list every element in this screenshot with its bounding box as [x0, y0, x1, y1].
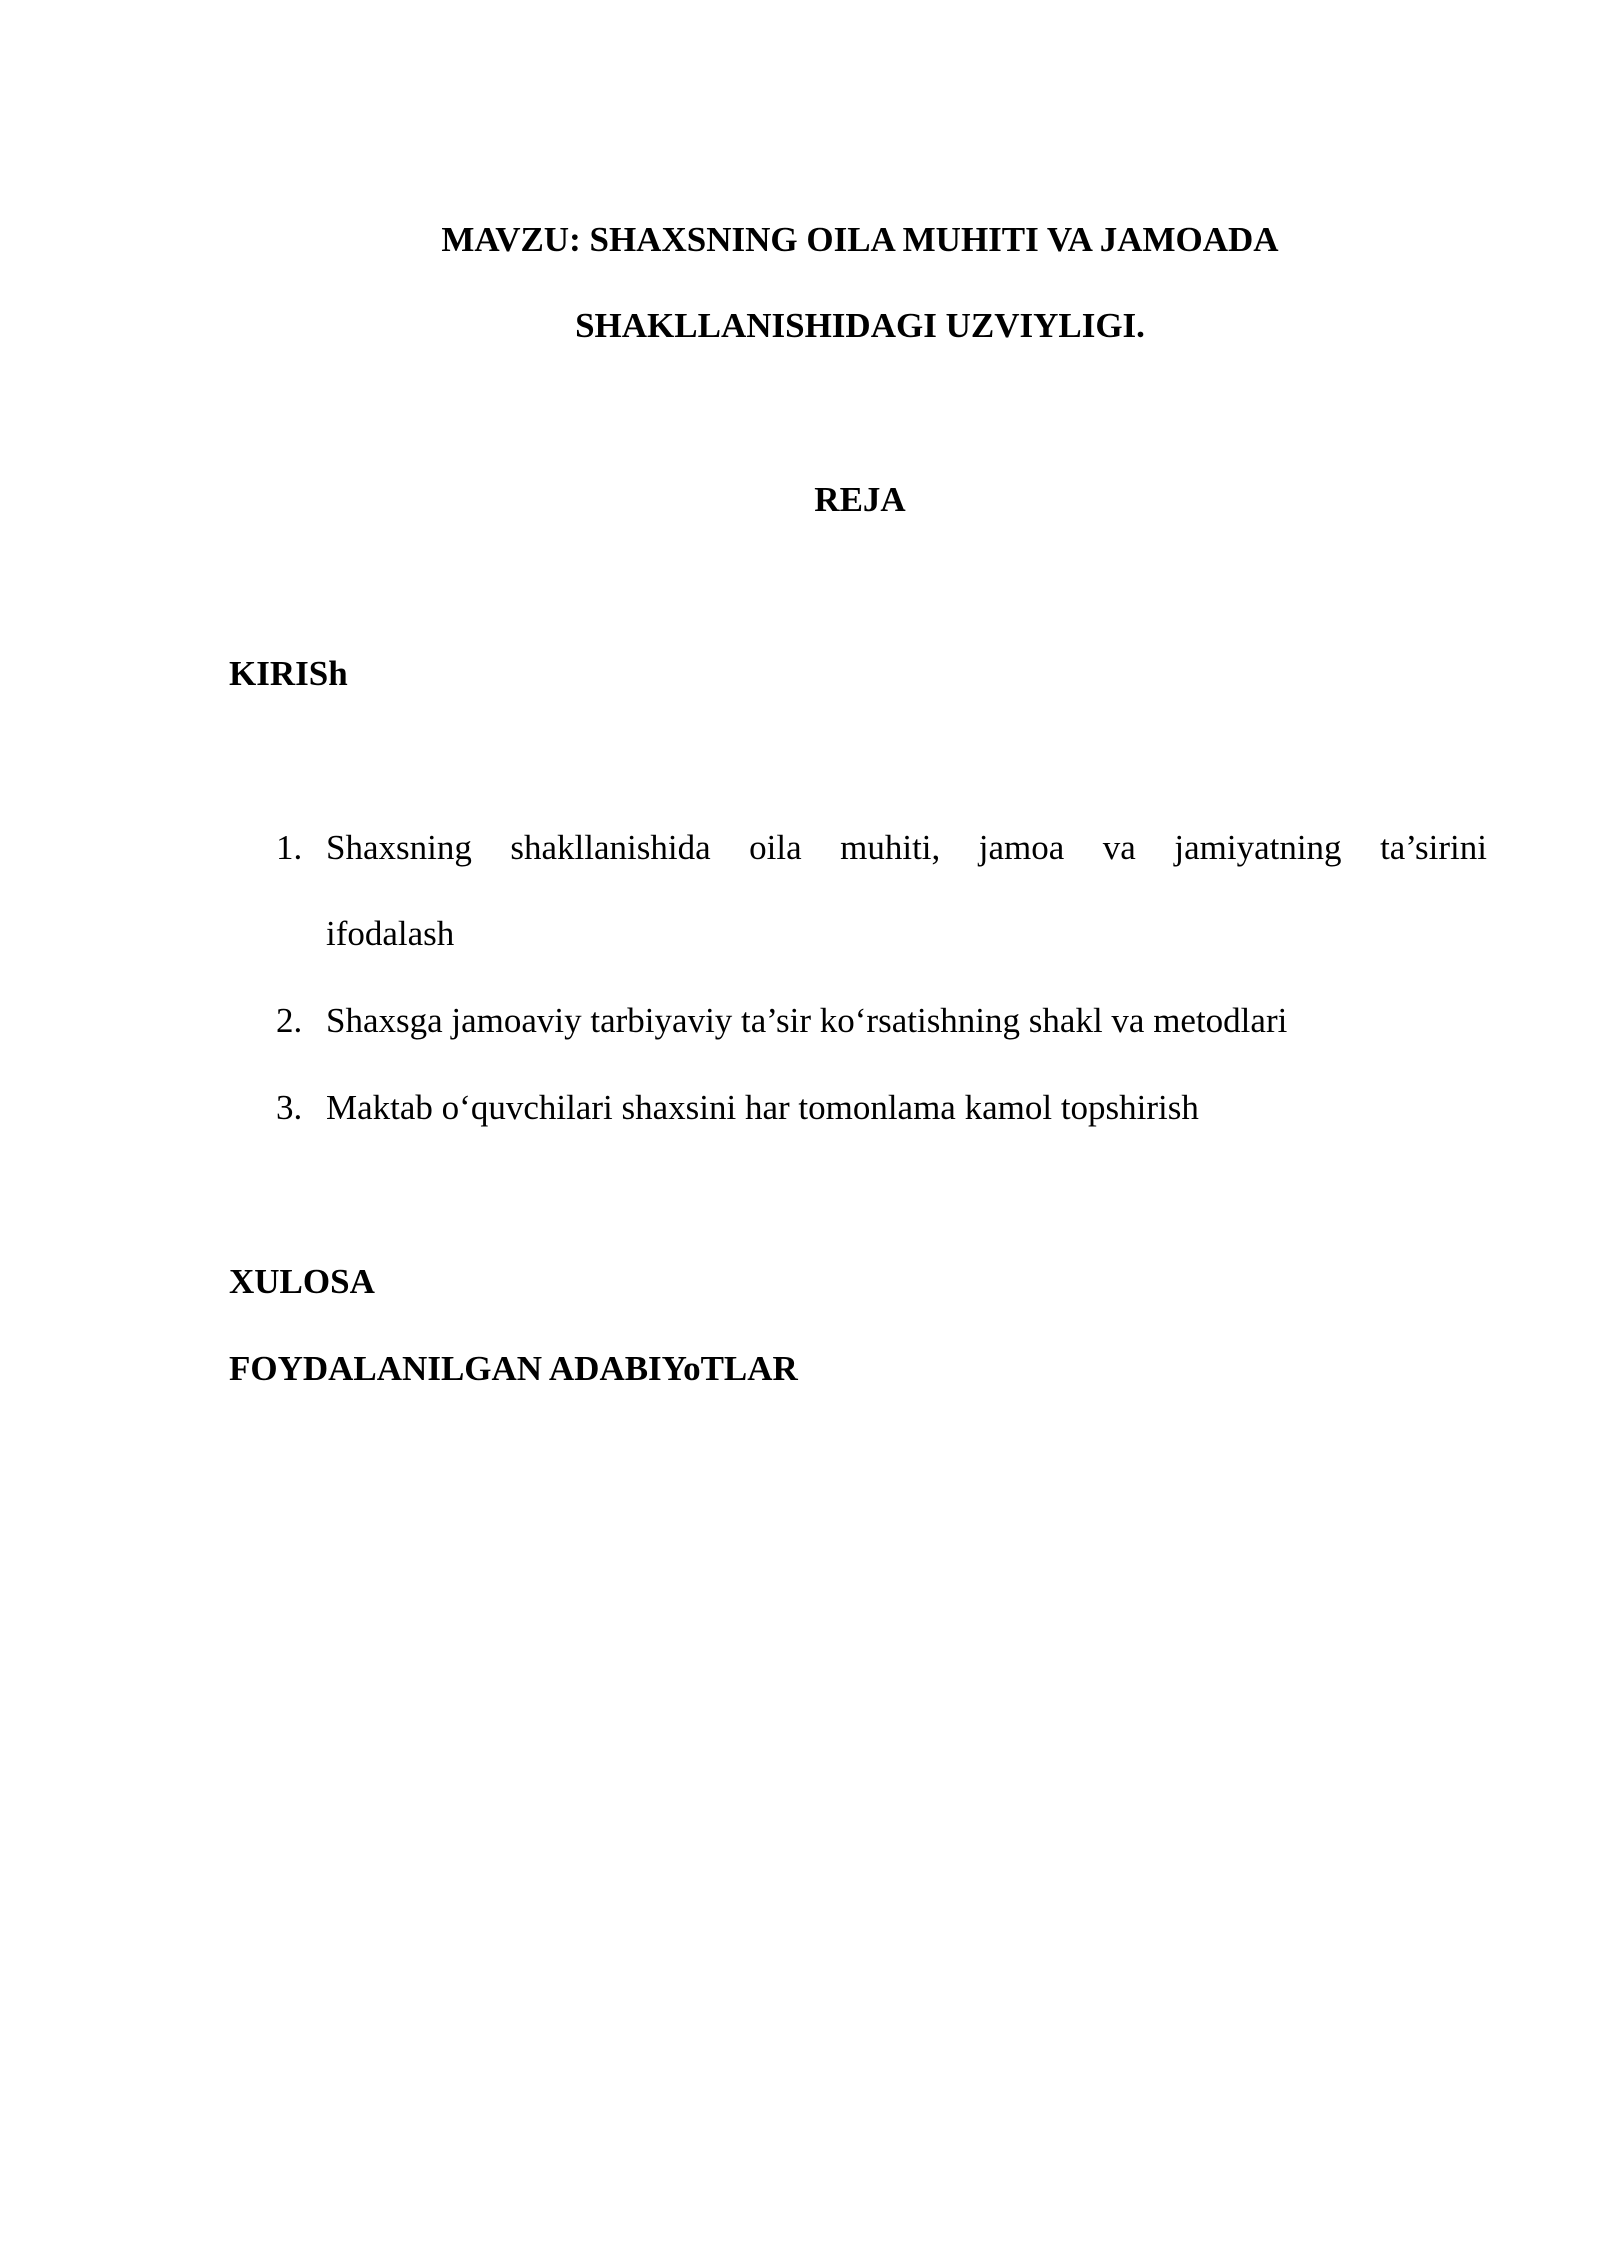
plan-item-text: Maktab o‘quvchilari shaxsini har tomonlama kamol topshirish — [326, 1088, 1199, 1127]
plan-heading: REJA — [814, 480, 906, 519]
plan-item-text-continuation: ifodalash — [326, 914, 455, 953]
references-heading: FOYDALANILGAN ADABIYoTLAR — [229, 1349, 798, 1388]
plan-item-text: Shaxsning shakllanishida oila muhiti, jamoa va jamiyatning ta’sirini — [326, 828, 1487, 867]
document-title-line-1: MAVZU: SHAXSNING OILA MUHITI VA JAMOADA — [441, 220, 1279, 259]
plan-item-number: 3. — [276, 1088, 303, 1127]
plan-item-text: Shaxsga jamoaviy tarbiyaviy ta’sir ko‘rsatishning shakl va metodlari — [326, 1001, 1288, 1040]
intro-heading: KIRISh — [229, 654, 348, 693]
document-title-line-2: SHAKLLANISHIDAGI UZVIYLIGI. — [575, 306, 1145, 345]
plan-item-number: 2. — [276, 1001, 303, 1040]
conclusion-heading: XULOSA — [229, 1262, 375, 1301]
plan-item-number: 1. — [276, 828, 303, 867]
